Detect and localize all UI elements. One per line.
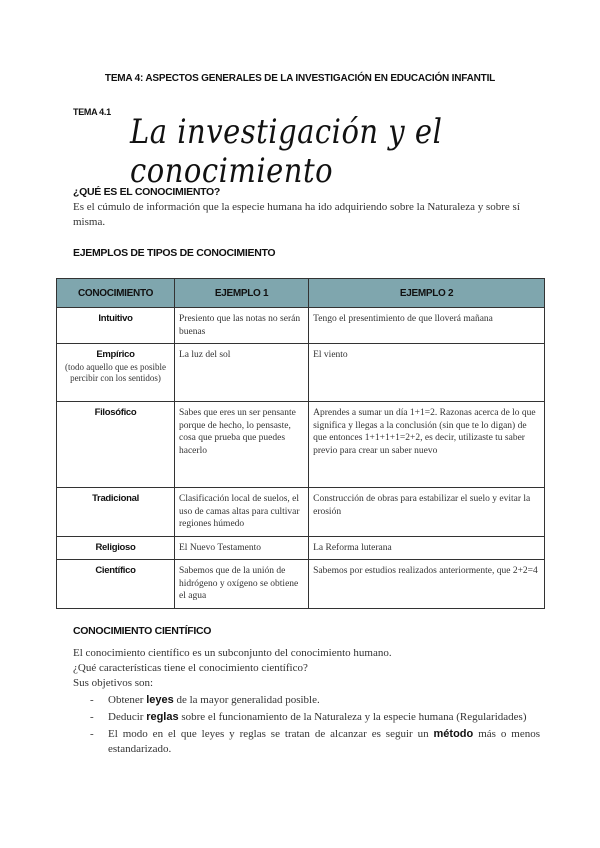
kind-cell [57, 344, 175, 402]
table-header-row [57, 279, 545, 308]
example-cell: Construcción de obras para estabilizar el suelo y evitar la erosión [309, 488, 545, 537]
kind-name: Intuitivo [98, 313, 133, 324]
table-row [57, 536, 545, 560]
scientific-line-3: Sus objetivos son: [73, 677, 154, 689]
kind-name: Tradicional [92, 493, 139, 504]
bullet-text: más o menos estandarizado. [108, 728, 540, 755]
section-heading-scientific: CONOCIMIENTO CIENTÍFICO [73, 625, 212, 637]
dash-marker: - [90, 711, 94, 723]
kind-cell [57, 402, 175, 488]
definition-paragraph: Es el cúmulo de información que la especie humana ha ido adquiriendo sobre la Naturaleza y sobre sí misma. [73, 201, 520, 228]
example-cell: La luz del sol [175, 344, 309, 402]
kind-name: Religioso [95, 541, 136, 553]
example-cell: Sabemos por estudios realizados anteriormente, que 2+2=4 [309, 560, 545, 609]
column-header: EJEMPLO 2 [309, 279, 545, 308]
example-cell: El viento [309, 344, 545, 402]
subtopic-label: TEMA 4.1 [73, 107, 111, 117]
table-row [57, 560, 545, 609]
example-cell: Presiento que las notas no serán buenas [175, 308, 309, 344]
table-row [57, 344, 545, 402]
table-row [57, 308, 545, 344]
scientific-line-1: El conocimiento científico es un subconjunto del conocimiento humano. [73, 647, 392, 659]
keyword-reglas: reglas [146, 711, 179, 723]
kind-cell [57, 560, 175, 609]
kind-name: Empírico [96, 349, 135, 360]
example-cell: Tengo el presentimiento de que lloverá mañana [309, 308, 545, 344]
list-item [90, 727, 540, 757]
kind-note: (todo aquello que es posible percibir con los sentidos) [65, 361, 166, 383]
script-title: La investigación y el conocimiento [130, 112, 443, 191]
kind-cell [57, 308, 175, 344]
column-header: CONOCIMIENTO [57, 279, 175, 308]
bullet-text: Obtener [108, 694, 147, 706]
bullet-text: Deducir [108, 711, 147, 723]
table-row [57, 402, 545, 488]
keyword-leyes: leyes [146, 694, 174, 706]
example-cell: Clasificación local de suelos, el uso de camas altas para cultivar regiones húmedo [175, 488, 309, 537]
example-cell: Sabemos que de la unión de hidrógeno y oxígeno se obtiene el agua [175, 560, 309, 609]
example-cell: Sabes que eres un ser pensante porque de hecho, lo pensaste, cosa que prueba que puedes hacerlo [175, 402, 309, 488]
bullet-text: sobre el funcionamiento de la Naturaleza y la especie humana (Regularidades) [178, 711, 527, 723]
example-cell: La Reforma luterana [309, 536, 545, 560]
kind-cell [57, 536, 175, 560]
dash-marker: - [90, 728, 94, 740]
keyword-metodo: método [433, 728, 474, 740]
example-cell: Aprendes a sumar un día 1+1=2. Razonas acerca de lo que significa y llegas a la conclusión (sin que te lo digan) de que entonces 1+1+1+1=2+2, es decir, utilizaste tu saber previo para crear un saber nuevo [309, 402, 545, 488]
scientific-line-2: ¿Qué características tiene el conocimiento científico? [73, 662, 308, 674]
kind-name: Científico [95, 565, 136, 576]
bullet-text: de la mayor generalidad posible. [173, 694, 320, 706]
kind-cell [57, 488, 175, 537]
list-item [90, 710, 540, 725]
main-title: TEMA 4: ASPECTOS GENERALES DE LA INVESTIGACIÓN EN EDUCACIÓN INFANTIL [104, 73, 496, 84]
bullet-text: El modo en el que leyes y reglas se tratan de alcanzar es seguir un [108, 728, 434, 740]
objectives-list [90, 693, 540, 759]
kind-name: Filosófico [94, 407, 137, 418]
knowledge-types-table [56, 278, 545, 609]
dash-marker: - [90, 694, 94, 706]
column-header: EJEMPLO 1 [175, 279, 309, 308]
table-row [57, 488, 545, 537]
section-heading-examples: EJEMPLOS DE TIPOS DE CONOCIMIENTO [73, 247, 276, 259]
section-heading-what-is-knowledge: ¿QUÉ ES EL CONOCIMIENTO? [73, 186, 221, 198]
example-cell: El Nuevo Testamento [175, 536, 309, 560]
list-item [90, 693, 540, 708]
